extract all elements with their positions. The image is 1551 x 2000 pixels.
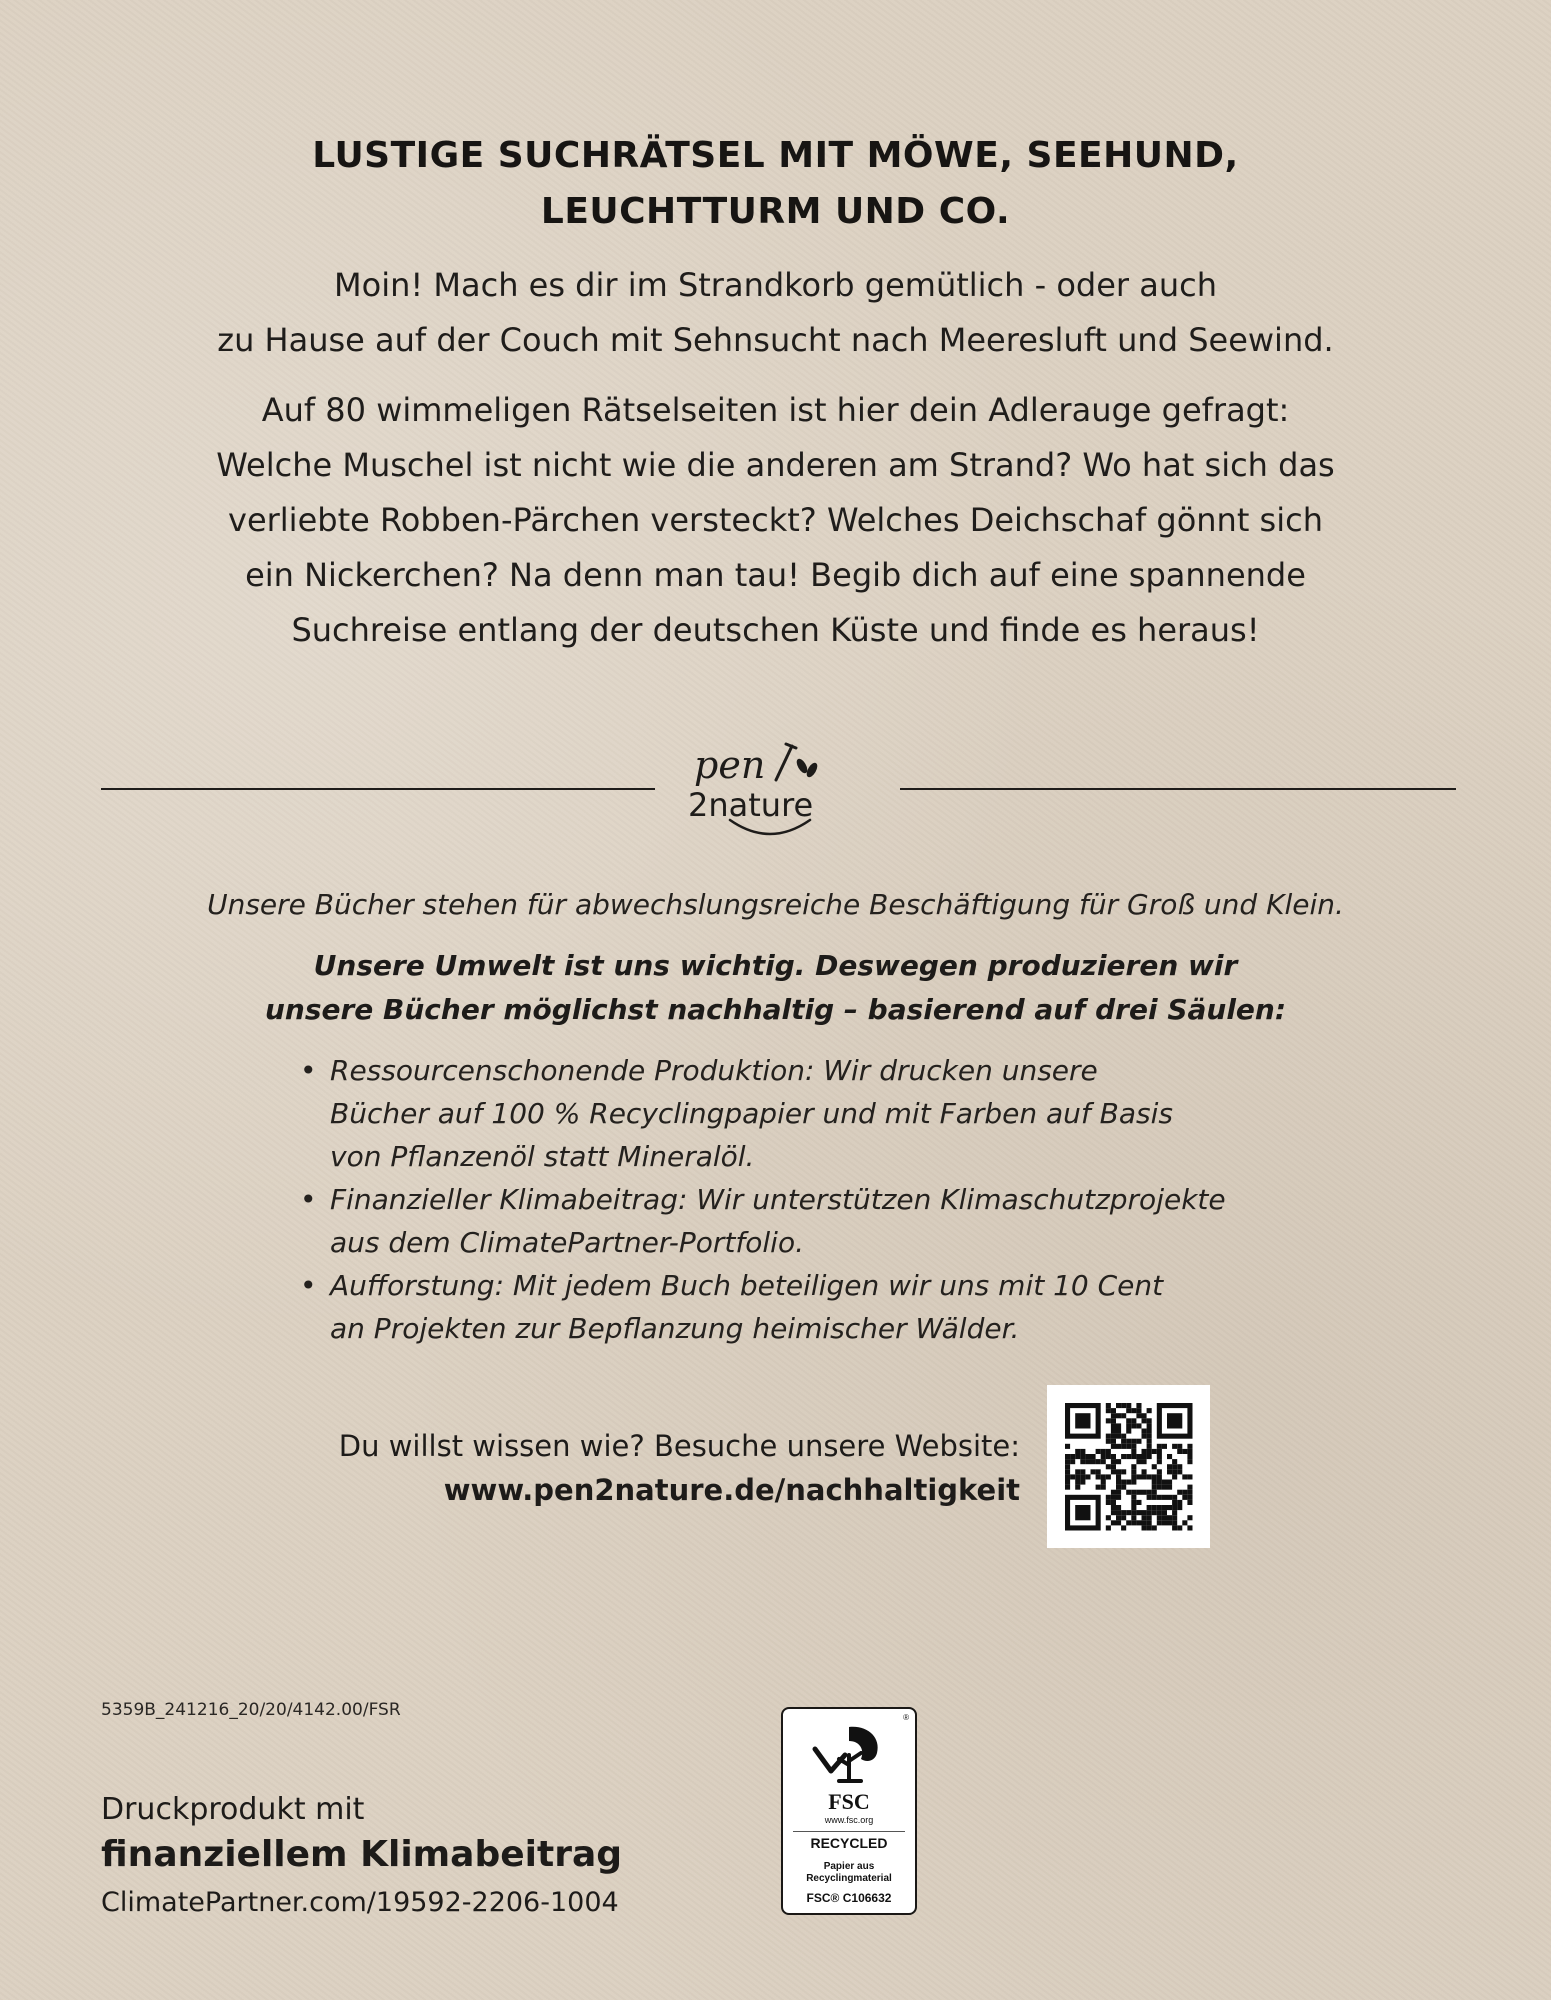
fsc-label (781, 1707, 917, 1915)
intro-line: zu Hause auf der Couch mit Sehnsucht nach Meeresluft und Seewind. (217, 321, 1334, 359)
headline-line-2: LEUCHTTURM UND CO. (540, 191, 1011, 232)
intro-line: Moin! Mach es dir im Strandkorb gemütlich - oder auch (334, 266, 1217, 304)
divider-right (900, 788, 1456, 790)
list-item-line: aus dem ClimatePartner-Portfolio. (330, 1226, 804, 1259)
tagline: Unsere Bücher stehen für abwechslungsreiche Beschäftigung für Groß und Klein. (207, 888, 1344, 921)
intro-paragraph-2 (0, 383, 1551, 658)
list-item-line: Aufforstung: Mit jedem Buch beteiligen wir uns mit 10 Cent (330, 1269, 1164, 1302)
list-item-line: Finanzieller Klimabeitrag: Wir unterstützen Klimaschutzprojekte (330, 1183, 1226, 1216)
pen-tip-icon (786, 744, 796, 748)
fsc-paper-text (783, 1861, 915, 1885)
fsc-name: FSC (828, 1789, 870, 1814)
list-item (300, 1049, 1260, 1178)
list-item-line: Bücher auf 100 % Recyclingpapier und mit Farben auf Basis (330, 1097, 1173, 1130)
bullet-icon: • (300, 1183, 317, 1216)
product-code: 5359B_241216_20/20/4142.00/FSR (101, 1700, 401, 1720)
intro-line: Auf 80 wimmeligen Rätselseiten ist hier dein Adlerauge gefragt: (261, 391, 1290, 429)
fsc-divider (793, 1831, 905, 1832)
qr-code-icon[interactable] (1047, 1385, 1210, 1548)
intro-line: verliebte Robben-Pärchen versteckt? Welches Deichschaf gönnt sich (228, 501, 1323, 539)
intro-line: Suchreise entlang der deutschen Küste und finde es heraus! (291, 611, 1260, 649)
fsc-recycled: RECYCLED (810, 1835, 888, 1851)
pen2nature-logo (680, 736, 880, 846)
climate-partner-link[interactable]: ClimatePartner.com/19592-2206-1004 (101, 1887, 619, 1918)
sustainability-list (300, 1049, 1260, 1350)
bullet-icon: • (300, 1054, 317, 1087)
divider-left (101, 788, 655, 790)
intro-line: ein Nickerchen? Na denn man tau! Begib dich auf eine spannende (245, 556, 1306, 594)
climate-line-1: Druckprodukt mit (101, 1792, 365, 1827)
fsc-paper-line: Recyclingmaterial (806, 1873, 892, 1884)
climate-line-2: finanziellem Klimabeitrag (101, 1834, 623, 1875)
logo-word-2nature: 2nature (688, 786, 814, 824)
fsc-license-code: FSC® C106632 (806, 1891, 892, 1905)
fsc-tree-check-icon (809, 1719, 889, 1789)
climate-block (101, 1789, 622, 1923)
website-question: Du willst wissen wie? Besuche unsere Website: (338, 1429, 1020, 1463)
intro-text (0, 258, 1551, 658)
fsc-paper-line: Papier aus (823, 1861, 875, 1872)
environment-statement (0, 944, 1551, 1032)
website-callout (200, 1424, 1020, 1512)
bullet-icon: • (300, 1269, 317, 1302)
list-item (300, 1178, 1260, 1264)
list-item (300, 1264, 1260, 1350)
list-item-line: Ressourcenschonende Produktion: Wir drucken unsere (330, 1054, 1098, 1087)
headline-line-1: LUSTIGE SUCHRÄTSEL MIT MÖWE, SEEHUND, (312, 135, 1239, 176)
headline (0, 128, 1551, 240)
environment-line: Unsere Umwelt ist uns wichtig. Deswegen produzieren wir (313, 949, 1238, 982)
fsc-url: www.fsc.org (824, 1815, 874, 1825)
intro-line: Welche Muschel ist nicht wie die anderen am Strand? Wo hat sich das (216, 446, 1335, 484)
list-item-line: an Projekten zur Bepflanzung heimischer Wälder. (330, 1312, 1020, 1345)
logo-word-pen: pen (694, 743, 766, 787)
list-item-line: von Pflanzenöl statt Mineralöl. (330, 1140, 755, 1173)
pen-stroke-icon (776, 746, 792, 780)
website-url[interactable]: www.pen2nature.de/nachhaltigkeit (443, 1473, 1020, 1507)
intro-paragraph-1 (0, 258, 1551, 368)
fsc-registered-mark: ® (903, 1713, 909, 1722)
environment-line: unsere Bücher möglichst nachhaltig – basierend auf drei Säulen: (264, 993, 1287, 1026)
